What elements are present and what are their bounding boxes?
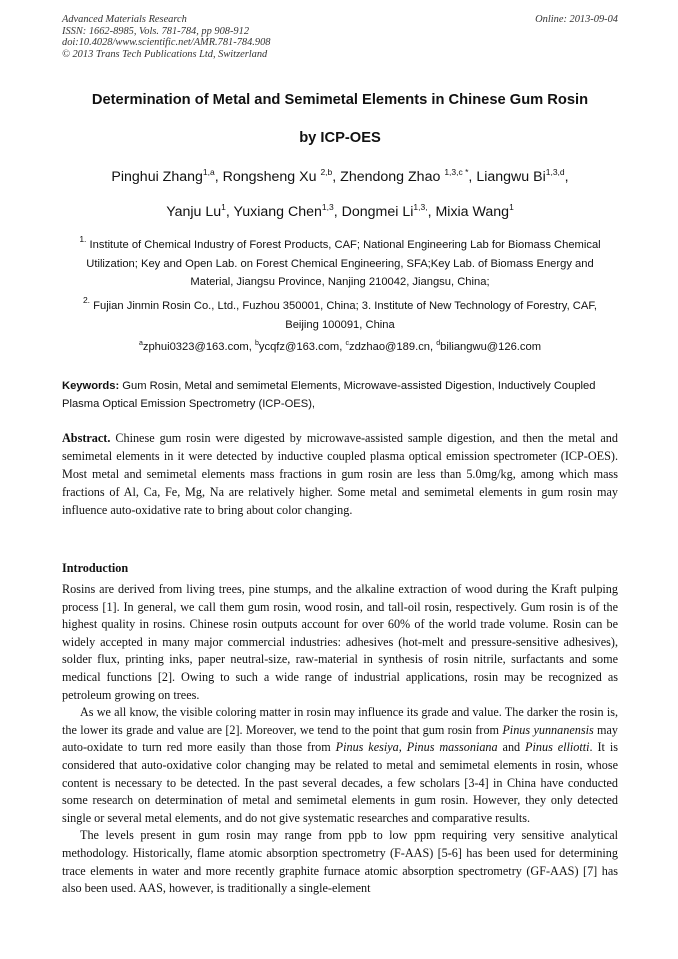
journal-header	[62, 14, 618, 60]
copyright-line: © 2013 Trans Tech Publications Ltd, Switzerland	[62, 48, 268, 60]
author-affil-mark: 1,3,d	[545, 167, 565, 177]
keywords-label: Keywords:	[62, 380, 120, 392]
author-affil-mark: 1,3	[321, 202, 334, 212]
author-line-1: Pinghui Zhang$^{1,a}$, Rongsheng Xu $^{2,b}$, Zhendong Zhao $^{1,3,c *}$, Liangwu Bi$^{1,3,d}$,	[111, 167, 569, 185]
journal-name: Advanced Materials Research	[62, 14, 187, 25]
author-name: Yanju Lu	[166, 204, 222, 220]
abstract-label: Abstract.	[62, 431, 111, 445]
author-affil-mark: 1,a	[202, 167, 215, 177]
affiliation-mark: 2.	[82, 295, 91, 305]
paragraph: The levels present in gum rosin may range from ppb to low ppm requiring very sensitive analytical methodology. Historically, flame atomic absorption spectrometry (F-AAS) [5-6] has been used for determining trace elements in water and more recently graphite furnace atomic absorption spectrometry (GF-AAS) [7] has also been used. AAS, however, is traditionally a single-element	[62, 828, 618, 896]
author-name: Zhendong Zhao	[340, 169, 441, 185]
email-mark: a	[138, 340, 143, 347]
email-address: ycqfz@163.com,	[258, 341, 346, 353]
author-name: Liangwu Bi	[476, 169, 546, 185]
author-affil-mark: 2,b	[320, 167, 333, 177]
doi-line: doi:10.4028/www.scientific.net/AMR.781-784.908	[62, 37, 271, 49]
online-date: Online: 2013-09-04	[535, 14, 618, 25]
paper-title-line-2: by ICP-OES	[299, 130, 381, 146]
author-line-2: Yanju Lu$^1$, Yuxiang Chen$^{1,3}$, Dongmei $Li^{1,3,}$, Mixia Wang$^1$	[166, 202, 514, 220]
species-name: Pinus yunnanensis	[502, 722, 594, 737]
author-affil-mark: 1,3,	[413, 202, 428, 212]
abstract-block	[62, 430, 618, 520]
text-run: As we all know, the visible coloring matter in rosin may influence its grade and value. The darker the rosin is, the lower its grade and value are [2]. Moreover, we tend to the point that gum rosin from	[62, 705, 618, 737]
author-affil-mark: 1,3,c *	[444, 167, 469, 177]
author-name: Rongsheng Xu	[222, 169, 317, 185]
text-run: may auto-oxidate to turn red more easily than those from	[62, 722, 619, 755]
abstract-text: Chinese gum rosin were digested by microwave-assisted sample digestion, and then the metal and semimetal elements in it were detected by inductive coupled plasma optical emission spectrometer (ICP-OES). Most metal and semimetal elements mass fractions in gum rosin are less than 5.0mg/kg, among which mass fractions of Al, Ca, Fe, Mg, Na are relatively higher. Some metal and semimetal elements in gum rosin may influence auto-oxidative rate to bring about color changing.	[62, 431, 618, 517]
author-name: Yuxiang Chen	[233, 204, 322, 220]
email-mark: d	[436, 340, 441, 347]
email-mark: c	[345, 340, 349, 347]
email-address: zdzhao@189.cn,	[348, 341, 437, 353]
paragraph	[62, 704, 618, 827]
affiliation-text: Institute of Chemical Industry of Forest Products, CAF; National Engineering Lab for Biomass Chemical Utilization; Key and Open Lab. on Forest Chemical Engineering, SFA;Key Lab. of Biomass Energy and Material, Jiangsu Province, Nanjing 210042, Jiangsu, China;	[86, 239, 601, 288]
keywords-block	[62, 377, 618, 413]
author-emails	[62, 341, 618, 353]
affiliation-1	[78, 236, 602, 292]
affiliation-mark: 1.	[79, 234, 87, 244]
author-affil-mark: 1	[221, 202, 226, 212]
author-name: Pinghui Zhang	[111, 169, 203, 185]
species-name: Pinus elliotti	[525, 740, 590, 755]
introduction-body	[62, 581, 618, 898]
introduction-heading: Introduction	[62, 561, 129, 575]
affiliation-2	[78, 297, 602, 334]
author-name: Mixia Wang	[435, 204, 510, 220]
paragraph: Rosins are derived from living trees, pine stumps, and the alkaline extraction of wood during the Kraft pulping process [1]. In general, we call them gum rosin, wood rosin, and tall-oil rosin, respectively. Gum rosin is of the highest quality in rosins. Chinese rosin outputs account for over 60% of the world trade volume. Rosin can be widely accepted in many major commercial industries: adhesives (hot-melt and pressure-sensitive adhesives), solder flux, printing inks, paper neutral-size, raw-material in synthesis of rosin nitrile, surfactants and some medical functions [2]. Owing to such a wide range of industrial applications, rosin may be recognized as petroleum growing on trees.	[62, 582, 618, 702]
author-name: Dongmei Li	[341, 204, 414, 220]
affiliation-text: Fujian Jinmin Rosin Co., Ltd., Fuzhou 350001, China; 3. Institute of New Technology of Forestry, CAF, Beijing 100091, China	[93, 300, 598, 331]
paper-title-line-1: Determination of Metal and Semimetal Elements in Chinese Gum Rosin	[91, 92, 589, 108]
keywords-text: Gum Rosin, Metal and semimetal Elements, Microwave-assisted Digestion, Inductively Coupled Plasma Optical Emission Spectrometry (ICP-OES),	[62, 380, 596, 410]
email-address: biliangwu@126.com	[440, 341, 542, 353]
text-run: and	[497, 740, 526, 755]
email-address: zphui0323@163.com,	[142, 341, 255, 353]
email-mark: b	[254, 340, 259, 347]
issn-line: ISSN: 1662-8985, Vols. 781-784, pp 908-912	[62, 25, 250, 37]
species-name: Pinus kesiya, Pinus massoniana	[335, 740, 498, 755]
text-run: . It is considered that auto-oxidative color changing may be related to metal and semimetal elements in rosin, whose content is necessary to be detected. In the past several decades, a few scholars [3-4] in China have conducted some research on determination of metal and semimetal elements in gum rosin. However, they only detected single or several metal elements, and do not give systematic researches and comparative results.	[62, 740, 618, 825]
author-affil-mark: 1	[509, 202, 514, 212]
